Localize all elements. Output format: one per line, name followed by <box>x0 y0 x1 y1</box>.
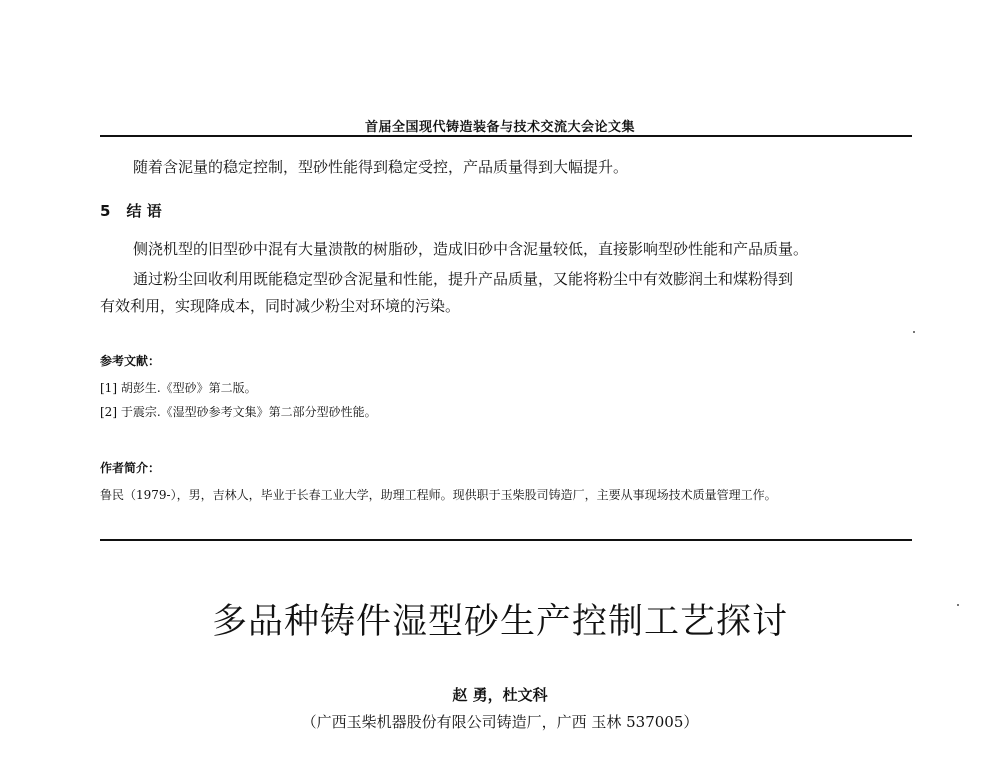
section-number: 5 <box>100 202 111 220</box>
section-heading <box>100 200 162 221</box>
paper-affiliation: （广西玉柴机器股份有限公司铸造厂，广西 玉林 537005） <box>301 713 699 731</box>
scan-speck <box>957 604 959 606</box>
section-title: 结 语 <box>126 202 162 220</box>
reference-item-1: [1] 胡彭生.《型砂》第二版。 <box>100 381 257 395</box>
author-bio-heading: 作者简介： <box>100 461 161 475</box>
scan-speck <box>913 331 915 333</box>
conclusion-line-2: 通过粉尘回收利用既能稳定型砂含泥量和性能，提升产品质量，又能将粉尘中有效膨润土和煤粉得到 <box>133 270 794 288</box>
references-heading: 参考文献： <box>100 354 161 368</box>
running-header: 首届全国现代铸造装备与技术交流大会论文集 <box>364 120 635 135</box>
author-bio-text: 鲁民（1979-），男，吉林人，毕业于长春工业大学，助理工程师。现供职于玉柴股司铸造厂，主要从事现场技术质量管理工作。 <box>100 488 777 502</box>
conclusion-line-1: 侧浇机型的旧型砂中混有大量溃散的树脂砂，造成旧砂中含泥量较低，直接影响型砂性能和产品质量。 <box>133 240 809 258</box>
reference-item-2: [2] 于震宗.《湿型砂参考文集》第二部分型砂性能。 <box>100 405 377 419</box>
continuation-paragraph: 随着含泥量的稳定控制，型砂性能得到稳定受控，产品质量得到大幅提升。 <box>133 158 629 176</box>
section-divider-rule <box>100 539 912 541</box>
conclusion-line-3: 有效利用，实现降成本，同时减少粉尘对环境的污染。 <box>100 297 461 315</box>
paper-title: 多品种铸件湿型砂生产控制工艺探讨 <box>211 602 788 642</box>
header-rule <box>100 135 912 137</box>
paper-authors: 赵 勇，杜文科 <box>452 686 548 704</box>
